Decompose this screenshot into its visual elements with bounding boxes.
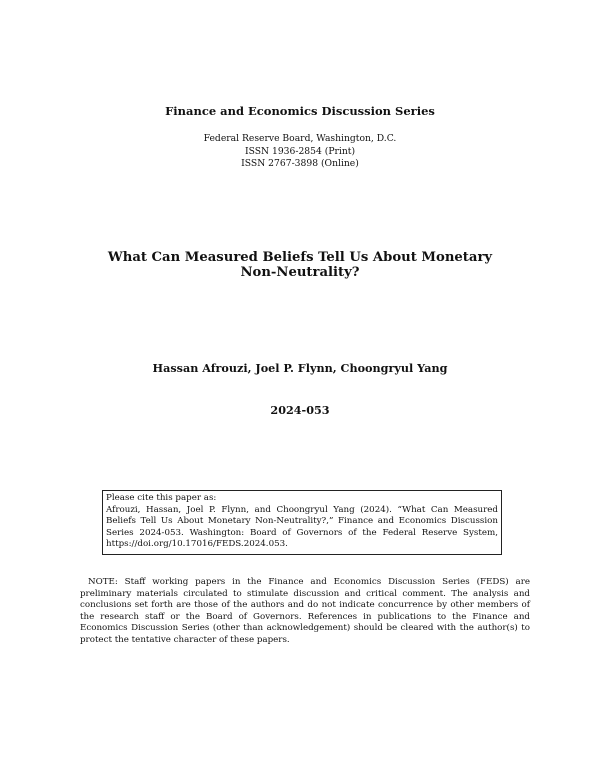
citation-intro: Please cite this paper as: bbox=[106, 493, 217, 503]
issn-print: ISSN 1936-2854 (Print) bbox=[244, 145, 356, 157]
disclaimer-note: NOTE: Staff working papers in the Finance and Economics Discussion Series (FEDS) are preliminary materials circulated to stimulate discussion and critical comment. The analysis and conclusions set forth are those of the authors and do not indicate concurrence by other members of the research staff or the Board of Governors. References in publications to the Finance and Economics Discussion Series (other than acknowledgement) should be cleared with the author(s) to protect the tentative character of these papers. bbox=[80, 577, 530, 645]
citation-box bbox=[102, 490, 502, 555]
citation-text: Afrouzi, Hassan, Joel P. Flynn, and Choongryul Yang (2024). “What Can Measured Beliefs Tell Us About Monetary Non-Neutrality?,” Finance and Economics Discussion Series 2024-053. Washington: Board of Governors of the Federal Reserve System, https://doi.org/10.17016/FEDS.2024.053. bbox=[106, 504, 498, 550]
publication-info bbox=[0, 133, 600, 171]
paper-number: 2024-053 bbox=[270, 403, 330, 417]
series-title: Finance and Economics Discussion Series bbox=[165, 104, 435, 118]
issn-online: ISSN 2767-3898 (Online) bbox=[241, 158, 359, 169]
paper-title bbox=[0, 250, 600, 280]
publisher-line: Federal Reserve Board, Washington, D.C. bbox=[203, 133, 397, 144]
paper-title-line-2: Non-Neutrality? bbox=[240, 265, 360, 280]
authors: Hassan Afrouzi, Joel P. Flynn, Choongryul Yang bbox=[152, 361, 448, 375]
paper-title-line-1: What Can Measured Beliefs Tell Us About Monetary bbox=[107, 250, 493, 265]
